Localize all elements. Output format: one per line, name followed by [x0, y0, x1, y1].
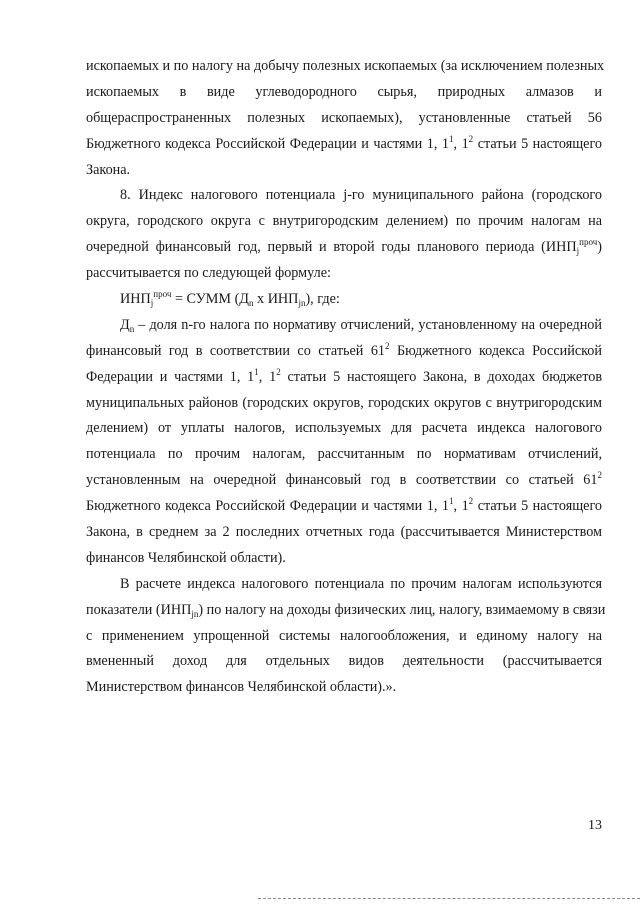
text-line: ископаемых и по налогу на добычу полезных ископаемых (за исключением полезных — [86, 58, 605, 74]
text-line: Закона. — [86, 161, 131, 178]
definition-line: Закона, в среднем за 2 последних отчетных года (рассчитывается Министерством — [86, 524, 602, 541]
definition-line: потенциала по прочим налогам, рассчитанным по нормативам отчислений, — [86, 446, 602, 463]
definition-line: финансовый год в соответствии со статьей $61^2$ Бюджетного кодекса Российской — [86, 340, 602, 359]
text-line: ископаемых в виде углеводородного сырья, природных алмазов и — [86, 83, 602, 100]
final-paragraph-line: вмененный доход для отдельных видов деятельности (рассчитывается — [86, 653, 602, 670]
document-body — [86, 54, 606, 701]
definition-line: установленным на очередной финансовый год в соответствии со статьей $61^2$ — [86, 470, 602, 489]
footer-divider — [258, 898, 640, 899]
final-paragraph-line: Министерством финансов Челябинской области).». — [86, 679, 397, 696]
paragraph-8-line: округа, городского округа с внутригородским делением) по прочим налогам на — [86, 213, 602, 230]
definition-line: муниципальных районов (городских округов, городских округов с внутригородским — [86, 394, 602, 411]
text-line: Бюджетного кодекса Российской Федерации и частями 1, $1^1$, $1^2$ статьи 5 настоящего — [86, 133, 603, 152]
final-paragraph-line: показатели $(ИНП_{jn})$ по налогу на доходы физических лиц, налогу, взимаемому в связи — [86, 601, 606, 619]
final-paragraph-line: В расчете индекса налогового потенциала по прочим налогам используются — [120, 575, 602, 592]
page-number: 13 — [588, 818, 602, 833]
formula: $ИНП_j^{проч}$ = СУММ ($Д_n$ x $ИНП_{jn}$), где: — [120, 289, 340, 309]
final-paragraph-line: с применением упрощенной системы налогообложения, и единому налогу на — [86, 627, 602, 644]
definition-line: Бюджетного кодекса Российской Федерации и частями 1, $1^1$, $1^2$ статьи 5 настоящего — [86, 496, 603, 515]
definition-line: делением) от уплаты налогов, используемых для расчета индекса налогового — [86, 420, 602, 437]
paragraph-8-line: 8. Индекс налогового потенциала j-го муниципального района (городского — [120, 187, 602, 204]
text-line: общераспространенных полезных ископаемых), установленные статьей 56 — [86, 109, 602, 126]
definition-line: Федерации и частями 1, $1^1$, $1^2$ статьи 5 настоящего Закона, в доходах бюджетов — [86, 366, 603, 385]
definition-line: финансов Челябинской области). — [86, 549, 286, 566]
paragraph-8-line: рассчитывается по следующей формуле: — [86, 265, 331, 282]
paragraph-8-line: очередной финансовый год, первый и второй годы планового периода $(ИНП_j^{проч})$ — [86, 237, 602, 257]
definition-line: $Д_n$ – доля n-го налога по нормативу отчислений, установленному на очередной — [120, 316, 602, 334]
